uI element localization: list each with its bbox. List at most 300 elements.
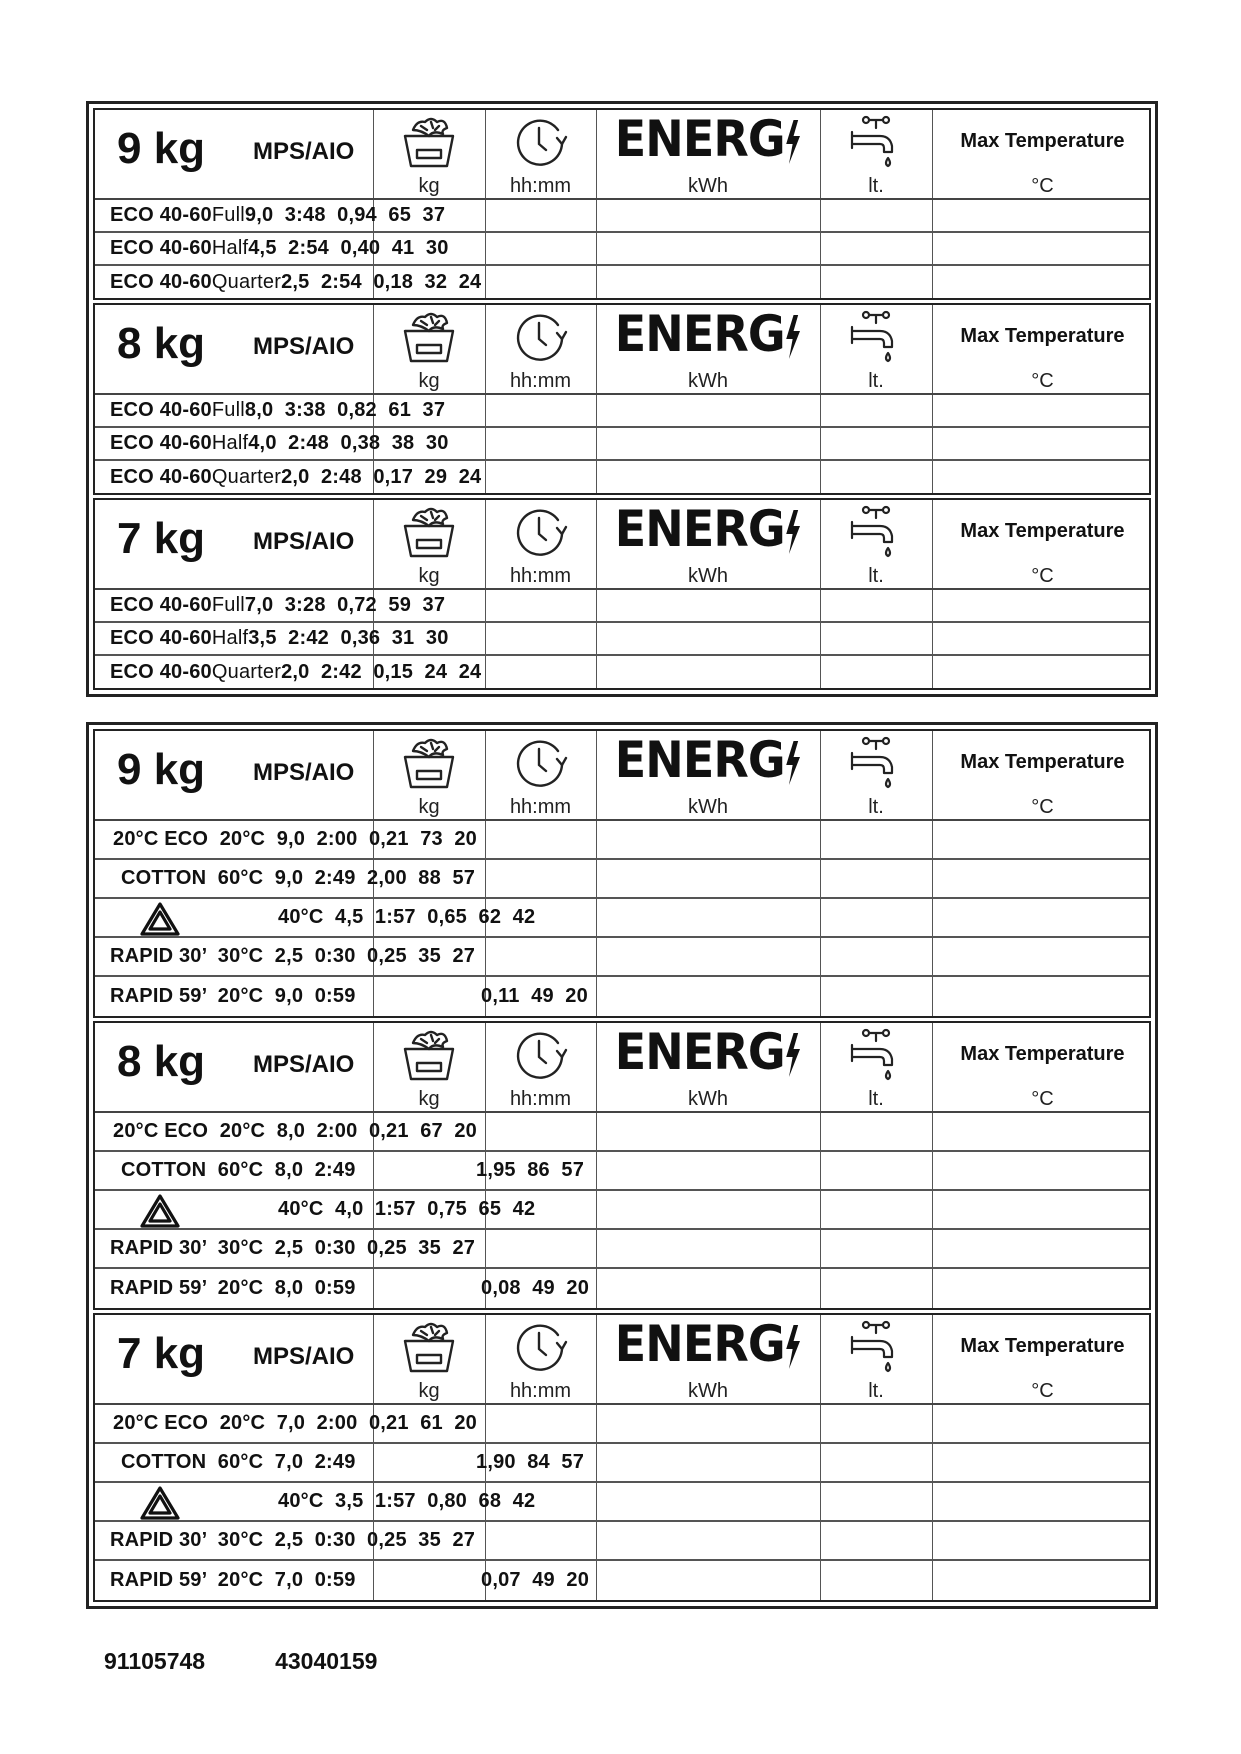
energy-word: ENERG bbox=[614, 500, 785, 558]
section-header bbox=[95, 731, 1149, 821]
column-divider bbox=[820, 1561, 821, 1600]
energy-unit: kWh bbox=[688, 175, 728, 197]
row-values: 2,0 2:48 0,17 29 24 bbox=[281, 465, 482, 488]
table-row bbox=[95, 233, 1149, 266]
table-row bbox=[95, 200, 1149, 233]
duration-unit: hh:mm bbox=[509, 175, 572, 197]
row-text bbox=[110, 200, 445, 231]
column-divider bbox=[932, 1522, 933, 1559]
table-row bbox=[95, 977, 1149, 1016]
energy-column-header bbox=[596, 305, 820, 393]
row-extra-values: 0,07 49 20 bbox=[481, 1569, 590, 1591]
eco-section bbox=[93, 498, 1151, 690]
column-divider bbox=[485, 821, 486, 858]
table-row bbox=[95, 1522, 1149, 1561]
column-divider bbox=[596, 977, 597, 1016]
load-level: Quarter bbox=[211, 660, 282, 683]
duration-unit: hh:mm bbox=[509, 565, 572, 587]
lightning-bolt-icon bbox=[785, 118, 802, 176]
capacity-title: 8 kg bbox=[117, 1037, 206, 1086]
column-divider bbox=[485, 1113, 486, 1150]
row-extra-values: 0,08 49 20 bbox=[481, 1277, 590, 1299]
load-level: Quarter bbox=[211, 270, 282, 293]
column-divider bbox=[596, 1152, 597, 1189]
warning-triangle-icon bbox=[139, 1485, 181, 1521]
column-divider bbox=[596, 623, 597, 654]
column-divider bbox=[485, 200, 486, 231]
table-row bbox=[95, 395, 1149, 428]
energy-logo bbox=[605, 731, 811, 797]
table-row bbox=[95, 1561, 1149, 1600]
column-divider bbox=[596, 200, 597, 231]
row-text: 40°C 3,5 1:57 0,80 68 42 bbox=[278, 1490, 536, 1512]
clock-icon bbox=[485, 504, 596, 565]
row-extra-values: 1,90 84 57 bbox=[476, 1451, 585, 1473]
capacity-title: 8 kg bbox=[117, 319, 206, 368]
row-text: COTTON 60°C 7,0 2:49 bbox=[121, 1451, 356, 1473]
column-divider bbox=[932, 1444, 933, 1481]
max-temperature-label: Max Temperature bbox=[960, 1043, 1125, 1065]
row-values: 7,0 3:28 0,72 59 37 bbox=[244, 594, 446, 616]
load-level: Full bbox=[211, 399, 245, 421]
clock-icon bbox=[485, 114, 596, 175]
load-level: Full bbox=[211, 594, 245, 616]
program-name: ECO 40-60 bbox=[110, 432, 212, 454]
column-divider bbox=[932, 938, 933, 975]
row-text bbox=[110, 233, 449, 264]
column-divider bbox=[932, 623, 933, 654]
column-divider bbox=[932, 1191, 933, 1228]
energy-word: ENERG bbox=[614, 1023, 785, 1081]
table-row bbox=[95, 590, 1149, 623]
row-text: 20°C ECO 20°C 9,0 2:00 0,21 73 20 bbox=[113, 828, 478, 850]
energy-column-header bbox=[596, 1023, 820, 1111]
lightning-bolt-icon bbox=[785, 313, 802, 371]
row-text: 20°C ECO 20°C 7,0 2:00 0,21 61 20 bbox=[113, 1412, 478, 1434]
energy-column-header bbox=[596, 1315, 820, 1403]
column-divider bbox=[485, 428, 486, 459]
column-divider bbox=[485, 623, 486, 654]
column-divider bbox=[820, 1152, 821, 1189]
temperature-column-header bbox=[932, 1315, 1153, 1403]
column-divider bbox=[820, 656, 821, 688]
weight-unit: kg bbox=[418, 175, 440, 197]
weight-unit: kg bbox=[418, 565, 440, 587]
row-extra-values: 1,95 86 57 bbox=[476, 1159, 585, 1181]
column-divider bbox=[485, 590, 486, 621]
product-code-1: 91105748 bbox=[104, 1648, 206, 1674]
table-row bbox=[95, 1113, 1149, 1152]
section-header bbox=[95, 305, 1149, 395]
row-text: RAPID 59’ 20°C 8,0 0:59 bbox=[110, 1277, 356, 1299]
column-divider bbox=[820, 1483, 821, 1520]
column-divider bbox=[485, 461, 486, 493]
water-unit: lt. bbox=[868, 370, 884, 392]
temperature-column-header bbox=[932, 110, 1153, 198]
column-divider bbox=[932, 590, 933, 621]
model-label: MPS/AIO bbox=[253, 333, 355, 360]
weight-column-header bbox=[373, 500, 485, 588]
water-column-header bbox=[820, 1315, 932, 1403]
row-values: 3,5 2:42 0,36 31 30 bbox=[248, 627, 449, 649]
program-table-group bbox=[86, 722, 1158, 1609]
program-name: ECO 40-60 bbox=[110, 237, 212, 259]
column-divider bbox=[596, 1444, 597, 1481]
temperature-unit: °C bbox=[1031, 565, 1054, 587]
water-column-header bbox=[820, 110, 932, 198]
eco-section bbox=[93, 303, 1151, 495]
energy-column-header bbox=[596, 500, 820, 588]
water-unit: lt. bbox=[868, 1380, 884, 1402]
water-column-header bbox=[820, 305, 932, 393]
lightning-bolt-icon bbox=[785, 739, 802, 797]
row-text: 40°C 4,5 1:57 0,65 62 42 bbox=[278, 906, 536, 928]
energy-logo bbox=[605, 305, 811, 371]
table-row bbox=[95, 1191, 1149, 1230]
column-divider bbox=[596, 656, 597, 688]
capacity-title: 7 kg bbox=[117, 514, 206, 563]
table-row bbox=[95, 266, 1149, 298]
energy-unit: kWh bbox=[688, 370, 728, 392]
weight-column-header bbox=[373, 305, 485, 393]
energy-logo bbox=[605, 1315, 811, 1381]
water-column-header bbox=[820, 1023, 932, 1111]
column-divider bbox=[596, 860, 597, 897]
column-divider bbox=[932, 461, 933, 493]
column-divider bbox=[596, 1522, 597, 1559]
column-divider bbox=[932, 1561, 933, 1600]
program-name: ECO 40-60 bbox=[110, 399, 212, 421]
column-divider bbox=[820, 860, 821, 897]
weight-column-header bbox=[373, 110, 485, 198]
program-name: ECO 40-60 bbox=[110, 465, 212, 488]
row-text: COTTON 60°C 9,0 2:49 2,00 88 57 bbox=[121, 867, 476, 889]
row-text bbox=[110, 266, 481, 298]
temperature-unit: °C bbox=[1031, 1088, 1054, 1110]
column-divider bbox=[485, 1522, 486, 1559]
lightning-bolt-icon bbox=[785, 508, 802, 566]
model-label: MPS/AIO bbox=[253, 528, 355, 555]
duration-unit: hh:mm bbox=[509, 1380, 572, 1402]
column-divider bbox=[596, 590, 597, 621]
column-divider bbox=[820, 461, 821, 493]
row-text bbox=[110, 590, 445, 621]
section-header bbox=[95, 1023, 1149, 1113]
energy-word: ENERG bbox=[614, 1315, 785, 1373]
column-divider bbox=[820, 1405, 821, 1442]
energy-unit: kWh bbox=[688, 1380, 728, 1402]
column-divider bbox=[820, 623, 821, 654]
column-divider bbox=[596, 428, 597, 459]
row-text bbox=[110, 623, 449, 654]
clock-icon bbox=[485, 1319, 596, 1380]
section-header bbox=[95, 500, 1149, 590]
row-text bbox=[110, 656, 481, 688]
table-row bbox=[95, 623, 1149, 656]
warning-triangle-icon bbox=[139, 901, 181, 937]
laundry-basket-icon bbox=[373, 1027, 485, 1088]
column-divider bbox=[596, 899, 597, 936]
energy-word: ENERG bbox=[614, 731, 785, 789]
temperature-unit: °C bbox=[1031, 370, 1054, 392]
row-values: 2,5 2:54 0,18 32 24 bbox=[281, 270, 482, 293]
column-divider bbox=[596, 1405, 597, 1442]
table-row bbox=[95, 821, 1149, 860]
load-level: Full bbox=[211, 204, 245, 226]
column-divider bbox=[820, 1191, 821, 1228]
column-divider bbox=[596, 266, 597, 298]
water-column-header bbox=[820, 500, 932, 588]
laundry-basket-icon bbox=[373, 735, 485, 796]
duration-unit: hh:mm bbox=[509, 370, 572, 392]
column-divider bbox=[820, 899, 821, 936]
column-divider bbox=[820, 590, 821, 621]
column-divider bbox=[932, 1113, 933, 1150]
table-row bbox=[95, 1230, 1149, 1269]
load-level: Half bbox=[211, 237, 249, 259]
clock-icon bbox=[485, 735, 596, 796]
row-text bbox=[110, 395, 445, 426]
duration-column-header bbox=[485, 1023, 596, 1111]
weight-unit: kg bbox=[418, 370, 440, 392]
weight-unit: kg bbox=[418, 1380, 440, 1402]
row-values: 4,0 2:48 0,38 38 30 bbox=[248, 432, 449, 454]
energy-logo bbox=[605, 500, 811, 566]
row-text: COTTON 60°C 8,0 2:49 bbox=[121, 1159, 356, 1181]
column-divider bbox=[932, 821, 933, 858]
eco-section bbox=[93, 108, 1151, 300]
column-divider bbox=[485, 656, 486, 688]
water-unit: lt. bbox=[868, 1088, 884, 1110]
laundry-basket-icon bbox=[373, 114, 485, 175]
weight-column-header bbox=[373, 1023, 485, 1111]
column-divider bbox=[820, 266, 821, 298]
energy-unit: kWh bbox=[688, 1088, 728, 1110]
column-divider bbox=[596, 1269, 597, 1308]
program-name: ECO 40-60 bbox=[110, 270, 212, 293]
column-divider bbox=[596, 1561, 597, 1600]
column-divider bbox=[932, 1230, 933, 1267]
row-values: 8,0 3:38 0,82 61 37 bbox=[244, 399, 446, 421]
column-divider bbox=[932, 656, 933, 688]
weight-column-header bbox=[373, 1315, 485, 1403]
column-divider bbox=[485, 1405, 486, 1442]
water-tap-icon bbox=[820, 309, 932, 374]
row-text bbox=[110, 428, 449, 459]
column-divider bbox=[820, 1269, 821, 1308]
table-row bbox=[95, 428, 1149, 461]
capacity-title: 9 kg bbox=[117, 124, 206, 173]
energy-logo bbox=[605, 110, 811, 176]
temperature-column-header bbox=[932, 1023, 1153, 1111]
row-text: 40°C 4,0 1:57 0,75 65 42 bbox=[278, 1198, 536, 1220]
model-label: MPS/AIO bbox=[253, 138, 355, 165]
column-divider bbox=[373, 1444, 374, 1481]
weight-unit: kg bbox=[418, 1088, 440, 1110]
laundry-basket-icon bbox=[373, 1319, 485, 1380]
water-tap-icon bbox=[820, 735, 932, 800]
energy-word: ENERG bbox=[614, 305, 785, 363]
column-divider bbox=[820, 1444, 821, 1481]
column-divider bbox=[373, 977, 374, 1016]
duration-column-header bbox=[485, 1315, 596, 1403]
column-divider bbox=[596, 1483, 597, 1520]
max-temperature-label: Max Temperature bbox=[960, 520, 1125, 542]
model-label: MPS/AIO bbox=[253, 1343, 355, 1370]
column-divider bbox=[820, 428, 821, 459]
row-text: RAPID 30’ 30°C 2,5 0:30 0,25 35 27 bbox=[110, 1237, 476, 1259]
water-unit: lt. bbox=[868, 565, 884, 587]
table-row bbox=[95, 1444, 1149, 1483]
table-row bbox=[95, 860, 1149, 899]
column-divider bbox=[373, 1152, 374, 1189]
program-name: ECO 40-60 bbox=[110, 204, 212, 226]
duration-column-header bbox=[485, 110, 596, 198]
eco-table-group bbox=[86, 101, 1158, 697]
row-values: 4,5 2:54 0,40 41 30 bbox=[248, 237, 449, 259]
column-divider bbox=[932, 395, 933, 426]
energy-column-header bbox=[596, 110, 820, 198]
row-text bbox=[110, 461, 481, 493]
section-header bbox=[95, 110, 1149, 200]
column-divider bbox=[820, 233, 821, 264]
row-text: 20°C ECO 20°C 8,0 2:00 0,21 67 20 bbox=[113, 1120, 478, 1142]
column-divider bbox=[596, 233, 597, 264]
table-row bbox=[95, 1152, 1149, 1191]
duration-column-header bbox=[485, 731, 596, 819]
row-text: RAPID 59’ 20°C 7,0 0:59 bbox=[110, 1569, 356, 1591]
column-divider bbox=[596, 395, 597, 426]
water-tap-icon bbox=[820, 114, 932, 179]
column-divider bbox=[820, 395, 821, 426]
temperature-unit: °C bbox=[1031, 175, 1054, 197]
column-divider bbox=[485, 938, 486, 975]
model-label: MPS/AIO bbox=[253, 1051, 355, 1078]
duration-unit: hh:mm bbox=[509, 796, 572, 818]
column-divider bbox=[932, 200, 933, 231]
program-section bbox=[93, 1313, 1151, 1602]
program-section bbox=[93, 1021, 1151, 1310]
temperature-column-header bbox=[932, 731, 1153, 819]
clock-icon bbox=[485, 1027, 596, 1088]
product-code-2: 43040159 bbox=[275, 1648, 378, 1674]
laundry-basket-icon bbox=[373, 504, 485, 565]
load-level: Half bbox=[211, 627, 249, 649]
table-row bbox=[95, 899, 1149, 938]
water-column-header bbox=[820, 731, 932, 819]
column-divider bbox=[820, 821, 821, 858]
column-divider bbox=[932, 1405, 933, 1442]
column-divider bbox=[596, 461, 597, 493]
energy-unit: kWh bbox=[688, 796, 728, 818]
column-divider bbox=[596, 938, 597, 975]
column-divider bbox=[932, 233, 933, 264]
energy-unit: kWh bbox=[688, 565, 728, 587]
column-divider bbox=[485, 233, 486, 264]
weight-column-header bbox=[373, 731, 485, 819]
max-temperature-label: Max Temperature bbox=[960, 130, 1125, 152]
weight-unit: kg bbox=[418, 796, 440, 818]
column-divider bbox=[596, 1113, 597, 1150]
duration-column-header bbox=[485, 305, 596, 393]
product-codes bbox=[104, 1648, 377, 1675]
max-temperature-label: Max Temperature bbox=[960, 325, 1125, 347]
row-values: 9,0 3:48 0,94 65 37 bbox=[244, 204, 446, 226]
capacity-title: 7 kg bbox=[117, 1329, 206, 1378]
table-row bbox=[95, 1405, 1149, 1444]
column-divider bbox=[485, 860, 486, 897]
column-divider bbox=[596, 821, 597, 858]
program-name: ECO 40-60 bbox=[110, 627, 212, 649]
column-divider bbox=[596, 1230, 597, 1267]
row-extra-values: 0,11 49 20 bbox=[481, 985, 588, 1007]
temperature-column-header bbox=[932, 500, 1153, 588]
column-divider bbox=[932, 428, 933, 459]
column-divider bbox=[820, 1522, 821, 1559]
column-divider bbox=[820, 200, 821, 231]
energy-logo bbox=[605, 1023, 811, 1089]
column-divider bbox=[485, 266, 486, 298]
column-divider bbox=[820, 938, 821, 975]
column-divider bbox=[932, 1152, 933, 1189]
clock-icon bbox=[485, 309, 596, 370]
column-divider bbox=[932, 977, 933, 1016]
temperature-unit: °C bbox=[1031, 796, 1054, 818]
energy-column-header bbox=[596, 731, 820, 819]
row-text: RAPID 30’ 30°C 2,5 0:30 0,25 35 27 bbox=[110, 945, 476, 967]
column-divider bbox=[932, 1483, 933, 1520]
temperature-column-header bbox=[932, 305, 1153, 393]
table-row bbox=[95, 938, 1149, 977]
warning-triangle-icon bbox=[139, 1193, 181, 1229]
column-divider bbox=[932, 266, 933, 298]
water-unit: lt. bbox=[868, 796, 884, 818]
water-tap-icon bbox=[820, 504, 932, 569]
column-divider bbox=[373, 1561, 374, 1600]
program-name: ECO 40-60 bbox=[110, 660, 212, 683]
capacity-title: 9 kg bbox=[117, 745, 206, 794]
column-divider bbox=[932, 899, 933, 936]
lightning-bolt-icon bbox=[785, 1031, 802, 1089]
column-divider bbox=[820, 1113, 821, 1150]
energy-word: ENERG bbox=[614, 110, 785, 168]
duration-unit: hh:mm bbox=[509, 1088, 572, 1110]
water-unit: lt. bbox=[868, 175, 884, 197]
column-divider bbox=[820, 1230, 821, 1267]
column-divider bbox=[820, 977, 821, 1016]
section-header bbox=[95, 1315, 1149, 1405]
duration-column-header bbox=[485, 500, 596, 588]
program-name: ECO 40-60 bbox=[110, 594, 212, 616]
lightning-bolt-icon bbox=[785, 1323, 802, 1381]
water-tap-icon bbox=[820, 1319, 932, 1384]
load-level: Quarter bbox=[211, 465, 282, 488]
row-text: RAPID 59’ 20°C 9,0 0:59 bbox=[110, 985, 356, 1007]
laundry-basket-icon bbox=[373, 309, 485, 370]
column-divider bbox=[932, 1269, 933, 1308]
table-row bbox=[95, 656, 1149, 688]
table-row bbox=[95, 1269, 1149, 1308]
column-divider bbox=[485, 395, 486, 426]
table-row bbox=[95, 1483, 1149, 1522]
program-section bbox=[93, 729, 1151, 1018]
column-divider bbox=[373, 1269, 374, 1308]
row-values: 2,0 2:42 0,15 24 24 bbox=[281, 660, 482, 683]
max-temperature-label: Max Temperature bbox=[960, 1335, 1125, 1357]
column-divider bbox=[596, 1191, 597, 1228]
max-temperature-label: Max Temperature bbox=[960, 751, 1125, 773]
table-row bbox=[95, 461, 1149, 493]
